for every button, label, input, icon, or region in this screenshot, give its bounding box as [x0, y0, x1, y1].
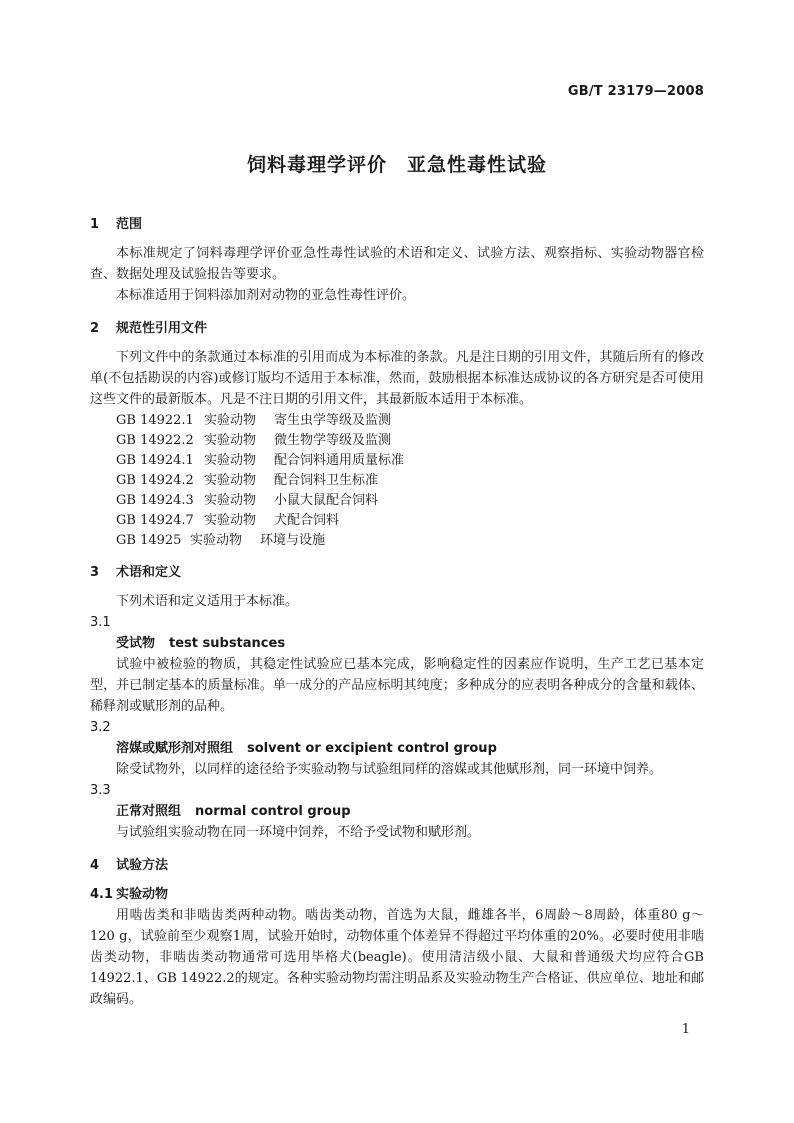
reference-title: 配合饲料通用质量标准 [274, 453, 405, 468]
reference-item [116, 430, 704, 450]
reference-code: GB 14924.3 [116, 493, 194, 508]
subsection-title: 实验动物 [116, 887, 169, 902]
section-heading-4 [90, 855, 704, 876]
reference-code: GB 14924.7 [116, 513, 194, 528]
reference-category: 实验动物 [204, 513, 257, 528]
term-definition: 与试验组实验动物在同一环境中饲养，不给予受试物和赋形剂。 [116, 825, 481, 840]
subsection-heading [90, 884, 704, 905]
section-heading-3 [90, 562, 704, 583]
reference-code: GB 14922.1 [116, 413, 194, 428]
reference-code: GB 14922.2 [116, 433, 194, 448]
section-title: 规范性引用文件 [116, 321, 208, 336]
section-title: 术语和定义 [116, 565, 182, 580]
reference-item [116, 470, 704, 490]
reference-category: 实验动物 [204, 453, 257, 468]
reference-item [116, 410, 704, 430]
reference-category: 实验动物 [190, 533, 243, 548]
reference-code: GB 14924.2 [116, 473, 194, 488]
term-number: 3.3 [90, 783, 111, 798]
reference-category: 实验动物 [204, 473, 257, 488]
reference-category: 实验动物 [204, 433, 257, 448]
term-heading [116, 801, 704, 822]
term-zh: 正常对照组 [116, 804, 182, 819]
paragraph: 本标准规定了饲料毒理学评价亚急性毒性试验的术语和定义、试验方法、观察指标、实验动物器官检查、数据处理及试验报告等要求。 [90, 246, 704, 282]
reference-title: 微生物学等级及监测 [274, 433, 392, 448]
section-heading-2 [90, 318, 704, 339]
section-title: 范围 [116, 217, 143, 232]
reference-code: GB 14925 [116, 533, 182, 548]
page-number: 1 [681, 1022, 690, 1037]
reference-code: GB 14924.1 [116, 453, 194, 468]
term-zh: 受试物 [116, 636, 156, 651]
section-number: 1 [90, 217, 100, 232]
term-number: 3.1 [90, 615, 111, 630]
term-en: test substances [169, 636, 286, 651]
reference-category: 实验动物 [204, 413, 257, 428]
reference-list [90, 410, 704, 550]
paragraph: 本标准适用于饲料添加剂对动物的亚急性毒性评价。 [116, 288, 416, 303]
section-number: 3 [90, 565, 100, 580]
section-title: 试验方法 [116, 858, 169, 873]
reference-item [116, 450, 704, 470]
reference-title: 环境与设施 [260, 533, 326, 548]
reference-title: 小鼠大鼠配合饲料 [274, 493, 379, 508]
term-heading [116, 633, 704, 654]
standard-number: GB/T 23179—2008 [567, 84, 704, 99]
reference-item [116, 490, 704, 510]
document-body [90, 214, 704, 1010]
reference-title: 配合饲料卫生标准 [274, 473, 379, 488]
term-heading [116, 738, 704, 759]
section-heading-1 [90, 214, 704, 235]
paragraph: 下列文件中的条款通过本标准的引用而成为本标准的条款。凡是注日期的引用文件，其随后所有的修改单(不包括勘误的内容)或修订版均不适用于本标准，然而，鼓励根据本标准达成协议的各方研究是否可使用这些文件的最新版本。凡是不注日期的引用文件，其最新版本适用于本标准。 [90, 350, 704, 407]
subsection-number: 4.1 [90, 887, 114, 902]
section-number: 4 [90, 858, 100, 873]
term-number: 3.2 [90, 720, 111, 735]
document-title: 饲料毒理学评价 亚急性毒性试验 [246, 154, 547, 176]
reference-category: 实验动物 [204, 493, 257, 508]
term-definition: 除受试物外，以同样的途径给予实验动物与试验组同样的溶媒或其他赋形剂，同一环境中饲养。 [116, 762, 663, 777]
reference-title: 犬配合饲料 [274, 513, 340, 528]
reference-title: 寄生虫学等级及监测 [274, 413, 392, 428]
term-definition: 试验中被检验的物质，其稳定性试验应已基本完成，影响稳定性的因素应作说明，生产工艺已基本定型，并已制定基本的质量标准。单一成分的产品应标明其纯度；多种成分的应表明各种成分的含量和载体、稀释剂或赋形剂的品种。 [90, 657, 704, 714]
reference-item [116, 510, 704, 530]
paragraph: 用啮齿类和非啮齿类两种动物。啮齿类动物，首选为大鼠，雌雄各半，6周龄～8周龄，体重80 g～120 g，试验前至少观察1周，试验开始时，动物体重个体差异不得超过平均体重的20%。必要时使用非啮齿类动物，非啮齿类动物通常可选用毕格犬(beagle)。使用清洁级小鼠、大鼠和普通级犬均应符合GB 14922.1、GB 14922.2的规定。各种实验动物均需注明品系及实验动物生产合格证、供应单位、地址和邮政编码。 [90, 908, 704, 1007]
section-number: 2 [90, 321, 100, 336]
paragraph: 下列术语和定义适用于本标准。 [116, 594, 299, 609]
reference-item [116, 530, 704, 550]
term-zh: 溶媒或赋形剂对照组 [116, 741, 234, 756]
term-en: normal control group [195, 804, 351, 819]
term-en: solvent or excipient control group [247, 741, 497, 756]
